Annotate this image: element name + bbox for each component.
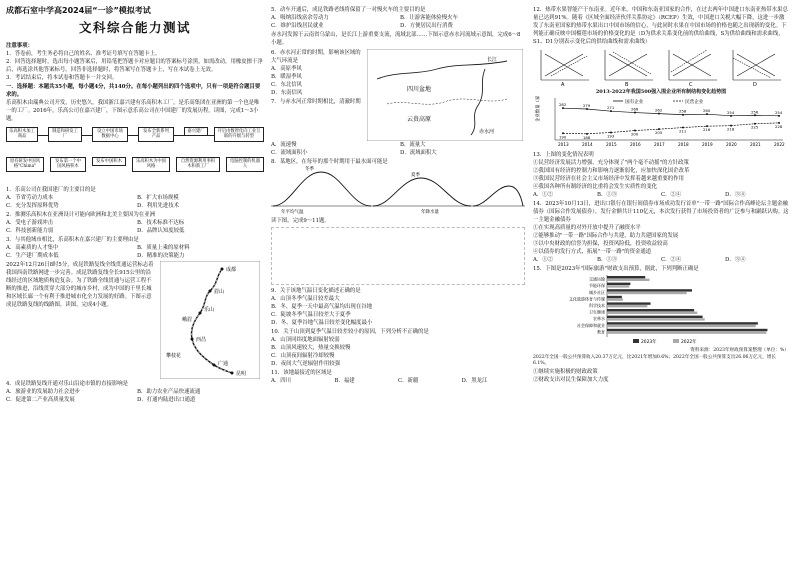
data-point [730, 115, 732, 117]
q3-option-a[interactable]: A．高素质的人才集中 [6, 244, 59, 251]
question-4 [6, 380, 264, 404]
category-label: 节能环保 [589, 283, 605, 289]
graph-label: D [753, 82, 757, 86]
data-label: 225 [751, 125, 759, 131]
category-label: 农林水 [593, 316, 605, 322]
q9-stem: 9．关于该地气温日变化描述正确的是 [271, 288, 361, 294]
bar [607, 296, 622, 298]
x-tick-label: 2018 [678, 142, 689, 148]
flow-box: 电脑控制的机器人 [226, 157, 264, 172]
chishui-map [367, 49, 523, 141]
flow-arrow [82, 135, 92, 136]
legend-label: 国有企业 [625, 100, 644, 106]
legend-label: 2022年 [681, 340, 697, 346]
bar [607, 316, 703, 318]
graph-label: A [561, 82, 565, 86]
note-item: 1．答卷前，考生务必将自己的姓名、准考证号填写在答题卡上。 [6, 50, 161, 57]
railway-block [6, 261, 264, 379]
category-label: 卫生健康 [589, 309, 605, 315]
data-label: 190 [559, 134, 567, 140]
q11-stem: 11．该地最接近的区域是 [271, 370, 332, 376]
q13-stem: 13．上图的变化情况表明 [533, 152, 594, 159]
q13-option-b[interactable]: B．①③ [597, 192, 618, 199]
q14-option-b[interactable]: B．①③ [597, 257, 618, 264]
bar [607, 305, 647, 307]
x-tick-label: 2020 [726, 142, 737, 148]
chart-title: 2013-2022年我国500强入围企业所有制结构变化趋势图 [595, 89, 727, 95]
data-label: 271 [607, 105, 615, 111]
data-point [706, 114, 708, 116]
flow-box: 设立中国市场数据中心 [92, 127, 128, 142]
q7-options [271, 141, 525, 157]
q2-option-d[interactable]: D．品牌认知度较低 [137, 227, 185, 234]
q15-stem: 15．下图是2023年"国际旅游"财政支出预算，据此，下列判断正确是 [533, 266, 699, 273]
q13-statement: ④我国各种所有制经济的比重将会发生实质性的变化 [533, 184, 657, 191]
question-10 [271, 328, 525, 368]
q11-option-d[interactable]: D．黑龙江 [461, 378, 488, 384]
q6-option-a[interactable]: A．高原季风 [271, 66, 302, 72]
map-label: 眉山 [214, 288, 225, 295]
temperature-curve [271, 166, 525, 214]
question-6-7 [271, 49, 363, 141]
data-point [610, 111, 612, 113]
q10-stem: 10．关于山顶到夏季气温日较差较小的原因，下列分析不正确的是 [271, 329, 429, 335]
fiscal-note: 2022年全国一般公共预算收入20.37万亿元，比2021年增加0.6%；2022年全国一般公共预算支出26.06万亿元，增长6.1%。 [533, 354, 777, 367]
q10-option-d[interactable]: D．夜间大气逆辐射作用较强 [271, 361, 341, 367]
bar [607, 286, 629, 288]
lego-flowchart [6, 125, 264, 183]
q5-option-a[interactable]: A．吸纳沿线富余劳动力 [271, 15, 329, 21]
q1-option-d[interactable]: D．利用先进技术 [137, 202, 180, 209]
data-label: 193 [607, 133, 615, 139]
note-item: 2．回答选择题时，选出每小题答案后，用铅笔把答题卡对应题目的答案标号涂黑，如需改动，用橡皮擦干净后，再选涂其他答案标号。回答非选择题时，将答案写在答题卡上，写在本试卷上无效。 [6, 58, 263, 73]
q4-option-a[interactable]: A．旅游业的发展助力社会进步 [6, 388, 80, 395]
x-tick-label: 2021 [750, 142, 761, 148]
map-label: 广通 [218, 360, 229, 367]
flow-box: 制造和研发工厂 [48, 127, 82, 142]
figure-placeholder [271, 227, 525, 285]
q14-statement: ①在实现高质量的对外开放中提升了融资水平 [533, 225, 641, 232]
x-tick-label: 2013 [558, 142, 569, 148]
column-1 [6, 6, 264, 558]
q12-stem: 12．热带水果智能产于东南亚。近年来，中国和东南亚国家的合作，在过去两年中国进口东南亚热带水果总量已达到91%。随着《区域全面经济伙伴关系协定》（RCEP）生效，中国进口关税大幅下降，这进一步激发了东南亚国家的热带水果出口中国市场的信心，与此同时水果在中国市场的价格也随之出现新的变化。下列能正确反映中国榴莲市场的价格变化的是（D为供求关系变化前的供给曲线，S为供给曲线和需求曲线，S1、D1分别表示变化后的供给曲线和需求曲线） [533, 7, 788, 45]
flow-arrow [208, 135, 214, 136]
q2-option-b[interactable]: B．技术标准不达标 [137, 219, 185, 226]
q4-option-b[interactable]: B．助力农业产品快速流通 [137, 388, 201, 395]
q8-stem: 8．某地区，在每年的那个时期用于最水面可能是 [271, 159, 388, 165]
map-label: 西昌 [196, 336, 207, 343]
data-point [754, 115, 756, 117]
section-heading: 一．选择题：本题共35小题，每小题4分，共140分。在每小题列出的四个选项中，只有一项是符合题目要求的。 [6, 83, 261, 98]
notes-heading: 注意事项： [6, 42, 33, 49]
data-label: 216 [703, 127, 711, 133]
bar [607, 332, 766, 334]
column-3 [533, 6, 789, 558]
q13-statement: ①民营经济发展活力增强，充分体现了"两个毫不动摇"的方针政策 [533, 160, 689, 167]
chishui-block [271, 49, 525, 141]
x-tick-label: 2022 [774, 142, 785, 148]
map-label: 峨眉 [182, 316, 193, 323]
q1-option-a[interactable]: A．节省劳动力成本 [6, 194, 54, 201]
data-point [634, 112, 636, 114]
map-label: 云贵高原 [407, 116, 432, 123]
q2-option-c[interactable]: C．科技创新能力弱 [6, 227, 54, 234]
q3-option-c[interactable]: C．生产建厂期成本低 [6, 252, 59, 259]
q5-option-b[interactable]: B．让游客能体验慢火车 [400, 15, 458, 21]
railway-map [160, 261, 260, 379]
q13-option-d[interactable]: D．③④ [725, 192, 746, 199]
map-label: 赤水河 [479, 129, 495, 135]
bar [607, 319, 705, 321]
q4-stem: 4．成昆铁路复线开通对乐山沿途市镇的直接影响是 [6, 380, 129, 387]
data-point [562, 108, 564, 110]
school-header: 成都石室中学高2024届“一诊”模拟考试 [6, 6, 151, 15]
x-tick-label: 2016 [630, 142, 641, 148]
graph-a[interactable] [541, 50, 589, 86]
flow-box: 原有研发中国风格"Chima" [6, 157, 44, 172]
flow-box: 开启由数智化向工业互联的升级与转型 [214, 127, 264, 142]
q7-option-a[interactable]: A．流速慢 [271, 142, 297, 148]
supply-demand-graphs [533, 46, 789, 86]
q14-statement: ③以中央财政的信誉为担保，投资风险低，投资收益较高 [533, 241, 668, 248]
data-label: 211 [679, 128, 687, 134]
map-label: 昆明 [236, 370, 247, 377]
bar [607, 279, 650, 281]
q3-option-b[interactable]: B．质量上乘的原材料 [137, 244, 190, 251]
bar-legend [633, 338, 697, 345]
q1-option-b[interactable]: B．扩大市场规模 [137, 194, 179, 201]
map-label: 四川盆地 [407, 86, 432, 93]
q1-stem: 1．乐高公司在我国建厂的主要目的是 [6, 186, 96, 193]
enterprise-line-chart [533, 96, 789, 148]
bar [607, 290, 692, 292]
passage-chishui: 赤水河发源于云南省乌蒙山，是长江上游重要支流，流域北部……下图示意赤水河流域示意图，完成6～8小题。 [271, 32, 521, 46]
q5-option-c[interactable]: C．维护沿线居民就业 [271, 23, 324, 29]
bar [607, 292, 687, 294]
q7-option-b[interactable]: B．流量大 [400, 142, 426, 148]
graph-label: B [625, 82, 629, 86]
bar [607, 283, 630, 285]
q14-option-c[interactable]: C．②④ [661, 257, 682, 264]
q10-option-a[interactable]: A．山顶同纬度地面辐射较弱 [271, 337, 340, 343]
flow-box: 发布全新系列产品 [138, 127, 174, 142]
map-label: 攀枝花 [166, 352, 182, 359]
question-2 [6, 211, 264, 235]
note-item: 3．考试结束后，将本试卷和答题卡一并交回。 [6, 74, 118, 81]
flow-arrow [38, 135, 48, 136]
q6-option-c[interactable]: C．东北信风 [271, 82, 303, 88]
question-3 [6, 236, 264, 260]
q3-stem: 3．与其他域市相比，乐高积木在嘉兴建厂的主要理由是 [6, 236, 139, 243]
x-tick-label: 2017 [654, 142, 665, 148]
data-label: 256 [751, 109, 759, 115]
budget-bar-chart [533, 273, 789, 345]
q11-option-a[interactable]: A．四川 [271, 378, 292, 384]
chart-label: 冬季 [305, 167, 314, 172]
q7-option-c[interactable]: C．流域面积小 [271, 150, 308, 156]
map-label: 成都 [226, 266, 237, 273]
graph-d[interactable] [733, 50, 781, 86]
category-label: 文化旅游体育与传媒 [569, 296, 605, 302]
data-label: 254 [775, 110, 783, 116]
map-label: 长江 [487, 57, 498, 63]
q9-option-d[interactable]: D．冬、夏季谷地气温日较差变化幅度最小 [271, 320, 373, 326]
map-label: 乐山 [204, 306, 215, 313]
question-11 [271, 369, 525, 385]
data-label: 258 [679, 109, 687, 115]
q11-option-b[interactable]: B．福建 [334, 378, 355, 384]
category-label: 城乡社区 [589, 290, 605, 296]
x-tick-label: 2014 [582, 142, 593, 148]
q3-option-d[interactable]: D．精准的决策能力 [137, 252, 185, 259]
q14-stem: 14．2023年10月13日，进出口银行在银行间债券市场成功发行首单"一带一路"国际合作高峰论坛主题金融债券（国际合作发展债券），发行金额共计110亿元，本次发行获得了市场投资者的广泛参与和踊跃认购。这一主题金融债券 [533, 201, 789, 224]
question-5 [271, 6, 525, 30]
flow-box: 嘉兴建厂 [184, 127, 208, 136]
chart-label: 夏季 [411, 173, 420, 178]
question-13 [533, 151, 789, 199]
data-label: 188 [583, 135, 591, 141]
q13-statement: ②我国国有经济的控制力和影响力逐渐弱化，应加快深化国企改革 [533, 168, 690, 175]
data-label: 254 [727, 110, 735, 116]
column-2 [271, 6, 525, 558]
q2-option-a[interactable]: A．受电子游戏冲击 [6, 219, 54, 226]
legend-label: 2023年 [641, 340, 657, 346]
bar [607, 312, 697, 314]
data-label: 266 [631, 106, 639, 112]
graph-c[interactable] [669, 50, 717, 86]
q6-stem: 6．赤水河正常的时期，影响该区域的大气环流是 [271, 50, 361, 64]
q13-option-c[interactable]: C．②④ [661, 192, 682, 199]
bar [607, 303, 651, 305]
data-label: 260 [703, 108, 711, 114]
q14-statement: ②能够推动"一带一路"国际合作与共建，助力共建国家的发展 [533, 233, 679, 240]
legend-label: 民营企业 [685, 100, 704, 106]
q10-option-b[interactable]: B．山顶风速较大，热量交换较慢 [271, 345, 351, 351]
q9-option-b[interactable]: B．冬、夏季一天中最高气温均出现在谷地 [271, 304, 372, 310]
flow-box: 乐高积木为中国风格 [132, 157, 170, 172]
q9-option-c[interactable]: C．陡坡冬季气温日较差大于夏季 [271, 312, 351, 318]
x-tick-label: 2019 [702, 142, 713, 148]
q9-option-a[interactable]: A．山顶冬季气温日较差最大 [271, 296, 340, 302]
data-label: 228 [775, 124, 783, 130]
bar [607, 329, 767, 331]
q13-option-a[interactable]: A．①② [533, 192, 554, 199]
q15-statement: ②财政支出对民生保障加大力度 [533, 376, 609, 383]
q13-statement: ③我国民营经济在社会主义市场经济中发挥着越来越重要的作用 [533, 176, 684, 183]
q14-option-a[interactable]: A．①② [533, 257, 554, 264]
q14-option-d[interactable]: D．③④ [725, 257, 746, 264]
data-label: 205 [655, 130, 663, 136]
source-note: 资料来源：2023年财政预算案整理（单位：%） [690, 348, 789, 354]
bar [607, 323, 758, 325]
data-label: 262 [655, 108, 663, 114]
data-label: 218 [727, 127, 735, 133]
flow-arrow [128, 135, 138, 136]
q4-option-d[interactable]: D．打通内陆进出口通道 [137, 396, 196, 403]
q1-option-c[interactable]: C．充分发挥原料优势 [6, 202, 59, 209]
bar [607, 309, 694, 311]
q14-statement: ④以债券的发行方式，拓展"一带一路"的资金通道 [533, 249, 652, 256]
chart-ylabel: 企业数量（家） [536, 96, 541, 123]
q6-option-b[interactable]: B．暖湿季风 [271, 74, 302, 80]
q15-statement: ①继续实施积极的财政政策 [533, 368, 598, 375]
data-label: 200 [631, 131, 639, 137]
q11-option-c[interactable]: C．新疆 [398, 378, 419, 384]
q10-option-c[interactable]: C．山顶夜间辐射冷却较慢 [271, 353, 335, 359]
chart-legend [613, 98, 704, 105]
bar [607, 325, 756, 327]
q2-stem: 2．推测乐高积木在亚洲设计可能向欧洲和北美主要因为在亚洲 [6, 211, 155, 218]
data-point [682, 114, 684, 116]
data-point [658, 113, 660, 115]
data-label: 282 [559, 102, 567, 108]
bar [607, 299, 623, 301]
q6-option-d[interactable]: D．东南信风 [271, 90, 303, 96]
graph-b[interactable] [605, 50, 653, 86]
q4-option-c[interactable]: C．促进第二产业高质量发展 [6, 396, 75, 403]
chart-label: 年降水量 [421, 210, 439, 214]
graph-label: C [689, 82, 693, 86]
series-line-2 [563, 123, 779, 134]
question-1 [6, 186, 264, 210]
chart-label: 年平均气温 [281, 210, 304, 214]
flow-box: 自然资源利用率积木和新工厂 [176, 157, 220, 172]
passage-chart: 读下图，完成9～11题。 [271, 218, 330, 224]
q7-stem: 7．与赤水河正常时期相比，清澈时期 [271, 99, 361, 105]
category-label: 科学技术 [589, 303, 605, 309]
q5-stem: 5．动车开通后，成昆铁路老线将保留了一对慢火车的主要目的是 [271, 7, 426, 13]
category-label: 交通运输 [589, 276, 605, 282]
passage-railway: 2022年12月26日8时5分，成昆铁路复线全线贯通运营标志着我国西南铁路网进一步完善。成昆铁路复线全长915公里的沿线经过的区域地质构造复杂。为了铁路全线贯通与运营工程不断的推进，沿线贯穿大部分的城市乡村，成为中国的千里长城和区域长廊一个有利于推进城市化全力发展的好路。下图示意成昆铁路复线的线路图。读图，完成4小题。 [6, 261, 154, 308]
flow-box: 乐高积木加工商品 [6, 127, 38, 142]
question-14 [533, 200, 789, 264]
category-label: 教育 [597, 329, 605, 335]
flow-arrow [174, 135, 184, 136]
category-label: 社会保障和就业 [577, 323, 605, 329]
exam-title: 文科综合能力测试 [78, 20, 191, 36]
data-point [778, 115, 780, 117]
data-point [586, 108, 588, 110]
q5-option-d[interactable]: D．方便居民出行消费 [400, 23, 453, 29]
x-tick-label: 2015 [606, 142, 617, 148]
passage-lego: 乐高积木由瑞典公司开发，历史悠久。我国浙江嘉兴建有乐高积木工厂，是乐高集团在亚洲的第一个也是唯一的工厂。2016年，乐高公司在嘉兴建厂，下图示意乐高公司在中国建厂的发展历程。读图，完成1～3小题。 [6, 99, 260, 122]
bar [607, 276, 645, 278]
flow-box: 发布中国积木 [92, 157, 126, 166]
question-9 [271, 287, 525, 327]
flow-box: 发布第一个中国风格积木 [50, 157, 86, 172]
data-label: 279 [583, 103, 591, 109]
q7-option-d[interactable]: D．流域面积大 [400, 150, 437, 156]
